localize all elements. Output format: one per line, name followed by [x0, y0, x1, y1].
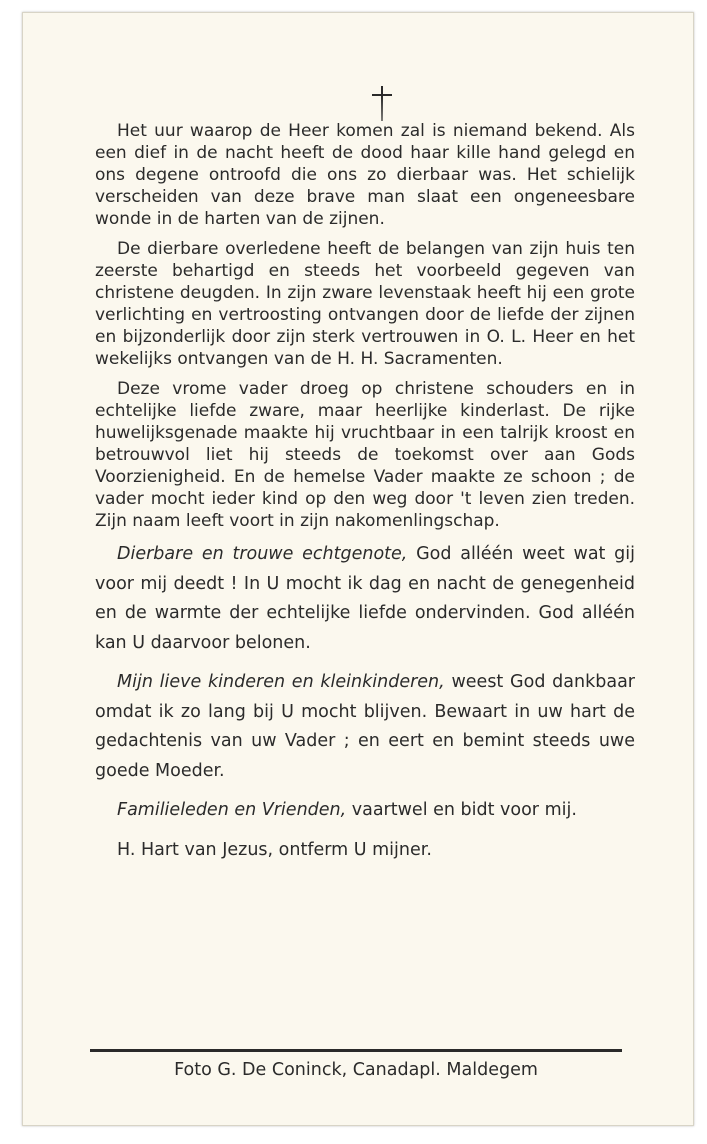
paragraph-father: Deze vrome vader droeg op christene schouders en in echtelijke liefde zware, maar heerlijke kinderlast. De rijke huwelijksgenade maakte hij vruchtbaar in een talrijk kroost en betrouwvol liet hij steeds de toekomst over aan Gods Voorzienigheid. En de hemelse Vader maakte ze schoon ; de vader mocht ieder kind op den weg door 't leven zien treden. Zijn naam leeft voort in zijn nakomenlingschap.	[95, 379, 635, 531]
address-spouse-text: God alléén weet wat gij voor mij deedt ! In U mocht ik dag en nacht de genegenheid en de warmte der echtelijke liefde ondervinden. God alléén kan U daarvoor belonen.	[95, 544, 636, 653]
address-spouse	[95, 540, 635, 658]
address-family-text: vaartwel en bidt voor mij.	[346, 800, 577, 820]
card-text	[95, 120, 635, 875]
address-family	[95, 796, 635, 826]
closing-prayer: H. Hart van Jezus, ontferm U mijner.	[117, 839, 432, 860]
paragraph-life: De dierbare overledene heeft de belangen van zijn huis ten zeerste behartigd en steeds het voorbeeld gegeven van christene deugden. In zijn zware levenstaak heeft hij een grote verlichting en vertroosting ontvangen door de liefde der zijnen en bijzonderlijk door zijn sterk vertrouwen in O. L. Heer en het wekelijks ontvangen van de H. H. Sacramenten.	[95, 239, 635, 369]
address-family-lead: Familieleden en Vrienden,	[117, 800, 347, 820]
address-children-lead: Mijn lieve kinderen en kleinkinderen,	[117, 672, 445, 692]
address-children-text: weest God dankbaar omdat ik zo lang bij U mocht blijven. Bewaart in uw hart de gedachtenis van uw Vader ; en eert en bemint steeds uwe goede Moeder.	[95, 672, 635, 781]
address-children	[95, 668, 635, 786]
photographer-credit: Foto G. De Coninck, Canadapl. Maldegem	[174, 1060, 538, 1080]
address-spouse-lead: Dierbare en trouwe echtgenote,	[117, 544, 408, 564]
divider-rule	[90, 1049, 622, 1052]
paragraph-opening: Het uur waarop de Heer komen zal is niemand bekend. Als een dief in de nacht heeft de dood haar kille hand gelegd en ons degene ontroofd die ons zo dierbaar was. Het schielijk verscheiden van deze brave man slaat een ongeneesbare wonde in de harten van de zijnen.	[95, 121, 635, 229]
cross-icon	[370, 85, 394, 123]
